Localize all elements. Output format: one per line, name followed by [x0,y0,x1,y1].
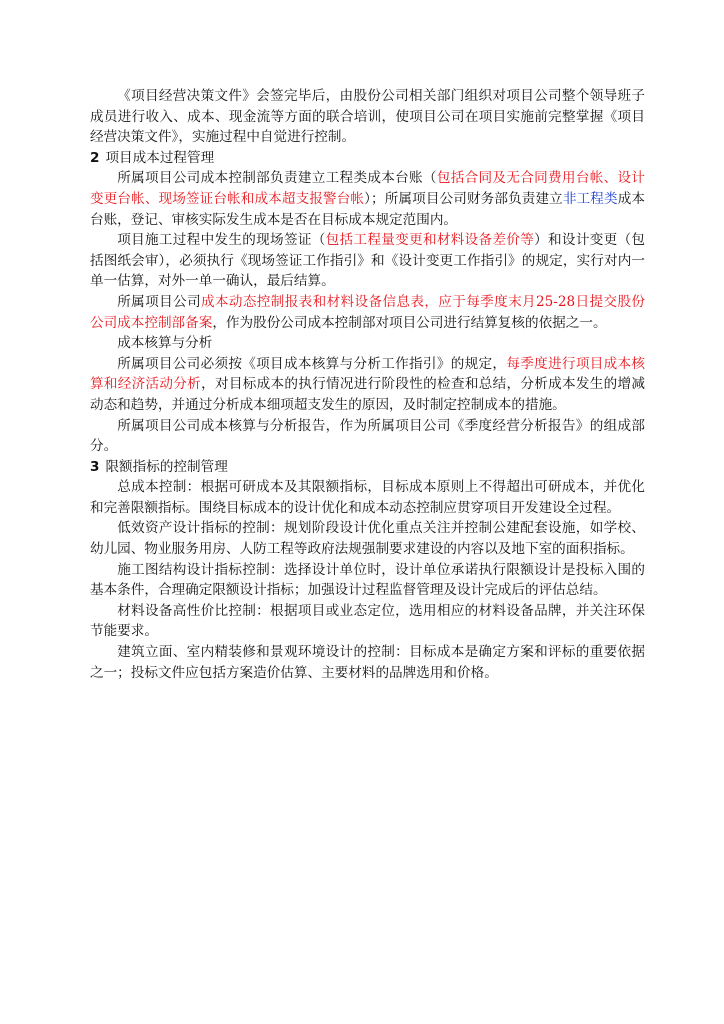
paragraph-decision-training: 《项目经营决策文件》会签完毕后，由股份公司相关部门组织对项目公司整个领导班子成员进行收入、成本、现金流等方面的联合培训，使项目公司在项目实施前完整掌握《项目经营决策文件》，实施过程中自觉进行控制。 [90,88,645,146]
document-page [90,86,645,683]
paragraph-facade-design: 建筑立面、室内精装修和景观环境设计的控制：目标成本是确定方案和评标的重要依据之一；投标文件应包括方案造价估算、主要材料的品牌选用和价格。 [90,644,645,681]
section-heading-2 [90,148,645,169]
paragraph-analysis-report: 所属项目公司成本核算与分析报告，作为所属项目公司《季度经营分析报告》的组成部分。 [90,417,645,455]
text-segment: ，作为股份公司成本控制部对项目公司进行结算复核的依据之一。 [212,314,607,331]
text-segment: ）和设计变更（包括图纸会审），必须执行《现场签证工作指引》和《设计变更工作指引》的规定，实行对内一单一估算，对外一单一确认，最后结算。 [90,232,646,290]
text-segment: 项目施工过程中发生的现场签证（ [117,232,326,249]
section-number: 3 [90,458,100,475]
text-segment: 成本台账，登记、审核实际发生成本是否在目标成本规定范围内。 [90,190,646,228]
paragraph-total-cost: 总成本控制：根据可研成本及其限额指标，目标成本原则上不得超出可研成本，并优化和完善限额指标。围绕目标成本的设计优化和成本动态控制应贯穿项目开发建设全过程。 [90,479,645,516]
paragraph-cost-analysis [90,354,645,416]
paragraph-low-efficiency-assets: 低效资产设计指标的控制：规划阶段设计优化重点关注并控制公建配套设施，如学校、幼儿园、物业服务用房、人防工程等政府法规强制要求建设的内容以及地下室的面积指标。 [90,520,645,558]
text-segment: 所属项目公司必须按《项目成本核算与分析工作指引》的规定， [117,355,507,372]
highlight-red-text: 包括工程量变更和材料设备差价等 [325,232,535,249]
section-heading-3 [90,457,645,478]
text-segment: ，对目标成本的执行情况进行阶段性的检查和总结，分析成本发生的增减动态和趋势，并通过分析成本细项超支发生的原因，及时制定控制成本的措施。 [90,376,646,413]
highlight-red-text: 每季度进行项目成本核算和经济活动分析 [90,355,646,393]
text-segment: 所属项目公司成本控制部负责建立工程类成本台账（ [117,170,437,187]
paragraph-structural-design: 施工图结构设计指标控制：选择设计单位时，设计单位承诺执行限额设计是投标入围的基本条件，合理确定限额设计指标；加强设计过程监督管理及设计完成后的评估总结。 [90,561,645,599]
subheading-accounting: 成本核算与分析 [117,335,213,352]
section-title: 限额指标的控制管理 [105,458,228,475]
highlight-blue-text: 非工程类 [562,190,618,207]
paragraph-dynamic-report [90,292,645,333]
paragraph-cost-ledgers [90,168,645,230]
text-segment: ）；所属项目公司财务部负责建立 [364,190,563,207]
highlight-red-text: 包括合同及无合同费用台帐、设计变更台帐、现场签证台帐和成本超支报警台帐 [90,170,646,207]
text-segment: 所属项目公司 [117,293,201,310]
section-number: 2 [90,149,100,166]
section-title: 项目成本过程管理 [105,149,215,166]
highlight-red-text: 成本动态控制报表和材料设备信息表，应于每季度末月25-28日提交股份公司成本控制部备案 [90,293,645,331]
paragraph-materials: 材料设备高性价比控制：根据项目或业态定位，选用相应的材料设备品牌，并关注环保节能要求。 [90,602,645,640]
paragraph-site-visa [90,230,645,292]
